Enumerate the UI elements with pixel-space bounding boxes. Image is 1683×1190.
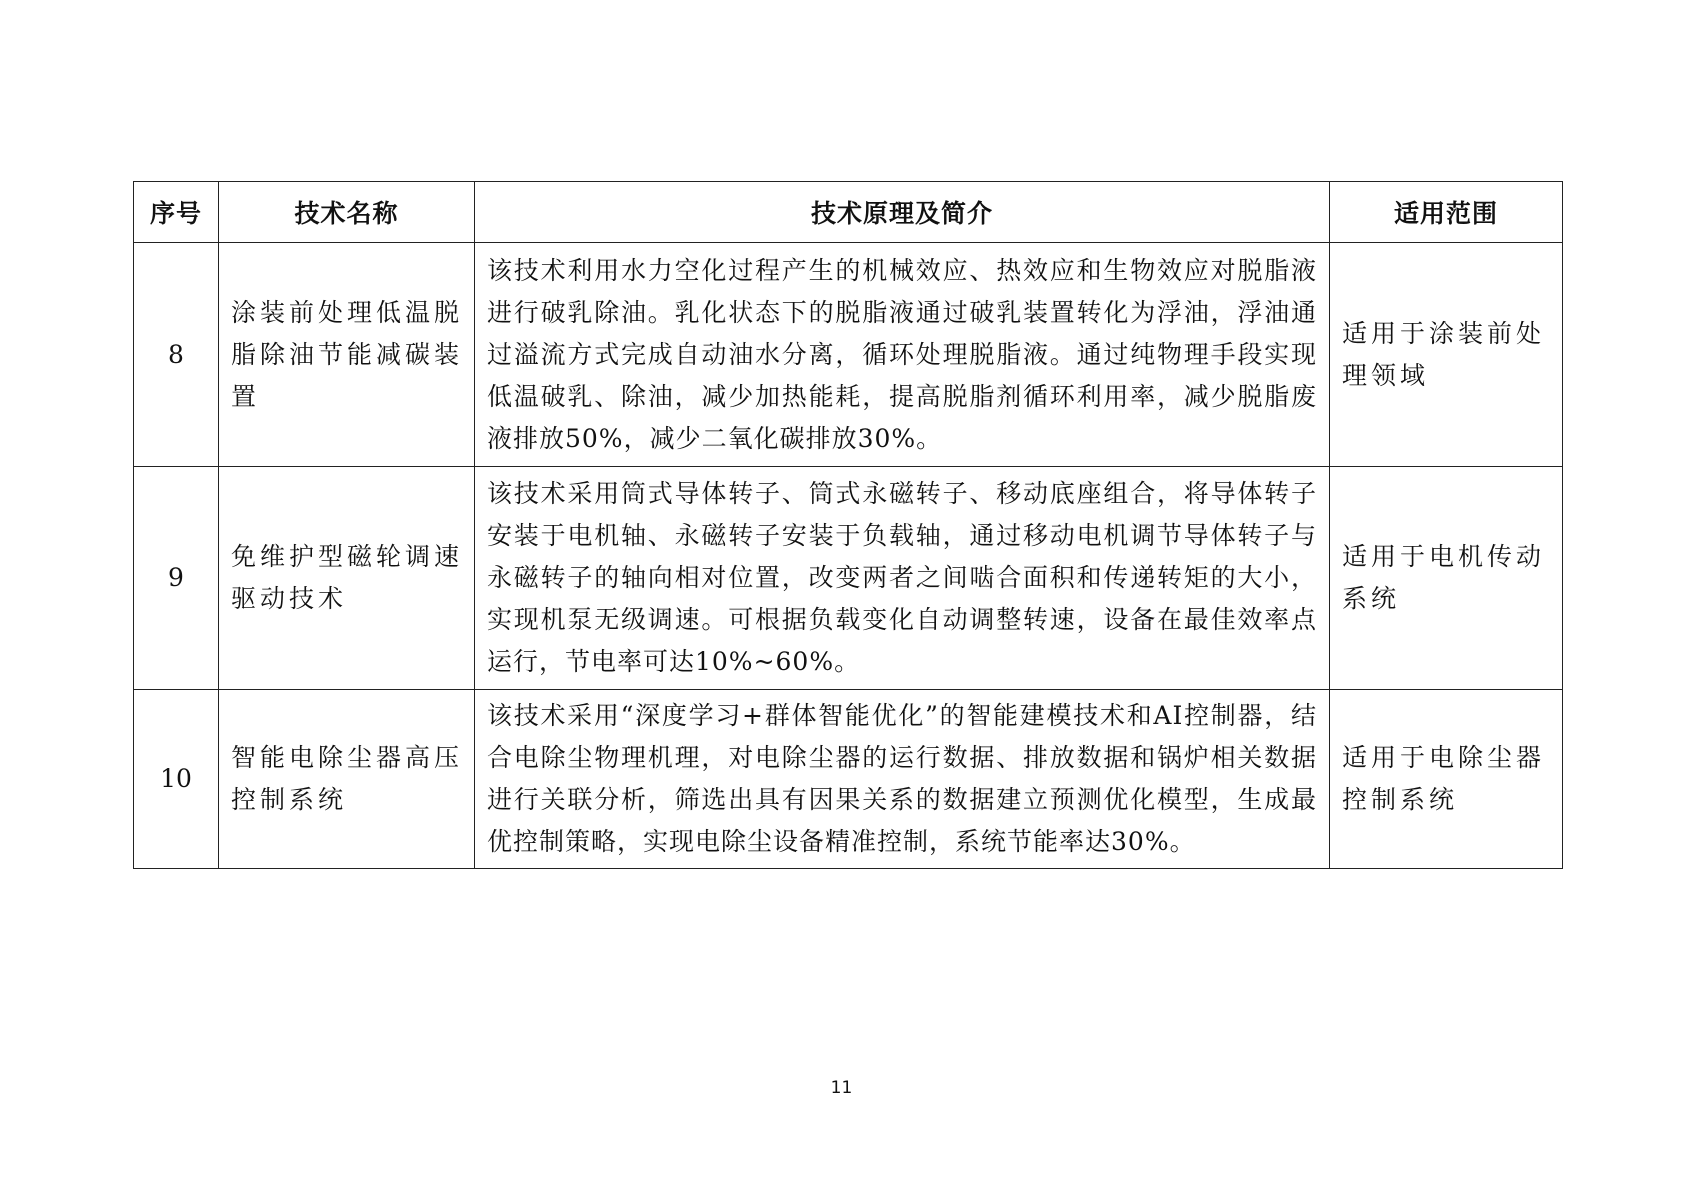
table-row (134, 690, 1563, 869)
header-technology-name: 技术名称 (219, 182, 475, 243)
cell-principle-description: 该技术采用“深度学习+群体智能优化”的智能建模技术和AI控制器，结合电除尘物理机理，对电除尘器的运行数据、排放数据和锅炉相关数据进行关联分析，筛选出具有因果关系的数据建立预测优化模型，生成最优控制策略，实现电除尘设备精准控制，系统节能率达30%。 (475, 690, 1330, 869)
cell-serial-number: 8 (134, 243, 219, 467)
cell-applicable-scope: 适用于电除尘器控制系统 (1330, 690, 1563, 869)
cell-serial-number: 9 (134, 467, 219, 690)
technology-table (133, 181, 1563, 869)
header-applicable-scope: 适用范围 (1330, 182, 1563, 243)
cell-principle-description: 该技术采用筒式导体转子、筒式永磁转子、移动底座组合，将导体转子安装于电机轴、永磁转子安装于负载轴，通过移动电机调节导体转子与永磁转子的轴向相对位置，改变两者之间啮合面积和传递转矩的大小，实现机泵无级调速。可根据负载变化自动调整转速，设备在最佳效率点运行，节电率可达10%~60%。 (475, 467, 1330, 690)
cell-applicable-scope: 适用于电机传动系统 (1330, 467, 1563, 690)
cell-technology-name: 涂装前处理低温脱脂除油节能减碳装置 (219, 243, 475, 467)
table-header-row (134, 182, 1563, 243)
header-serial-number: 序号 (134, 182, 219, 243)
header-principle-description: 技术原理及简介 (475, 182, 1330, 243)
cell-applicable-scope: 适用于涂装前处理领域 (1330, 243, 1563, 467)
table-row (134, 467, 1563, 690)
cell-serial-number: 10 (134, 690, 219, 869)
cell-principle-description: 该技术利用水力空化过程产生的机械效应、热效应和生物效应对脱脂液进行破乳除油。乳化状态下的脱脂液通过破乳装置转化为浮油，浮油通过溢流方式完成自动油水分离，循环处理脱脂液。通过纯物理手段实现低温破乳、除油，减少加热能耗，提高脱脂剂循环利用率，减少脱脂废液排放50%，减少二氧化碳排放30%。 (475, 243, 1330, 467)
page-number: 11 (830, 1078, 853, 1098)
cell-technology-name: 免维护型磁轮调速驱动技术 (219, 467, 475, 690)
table-row (134, 243, 1563, 467)
cell-technology-name: 智能电除尘器高压控制系统 (219, 690, 475, 869)
